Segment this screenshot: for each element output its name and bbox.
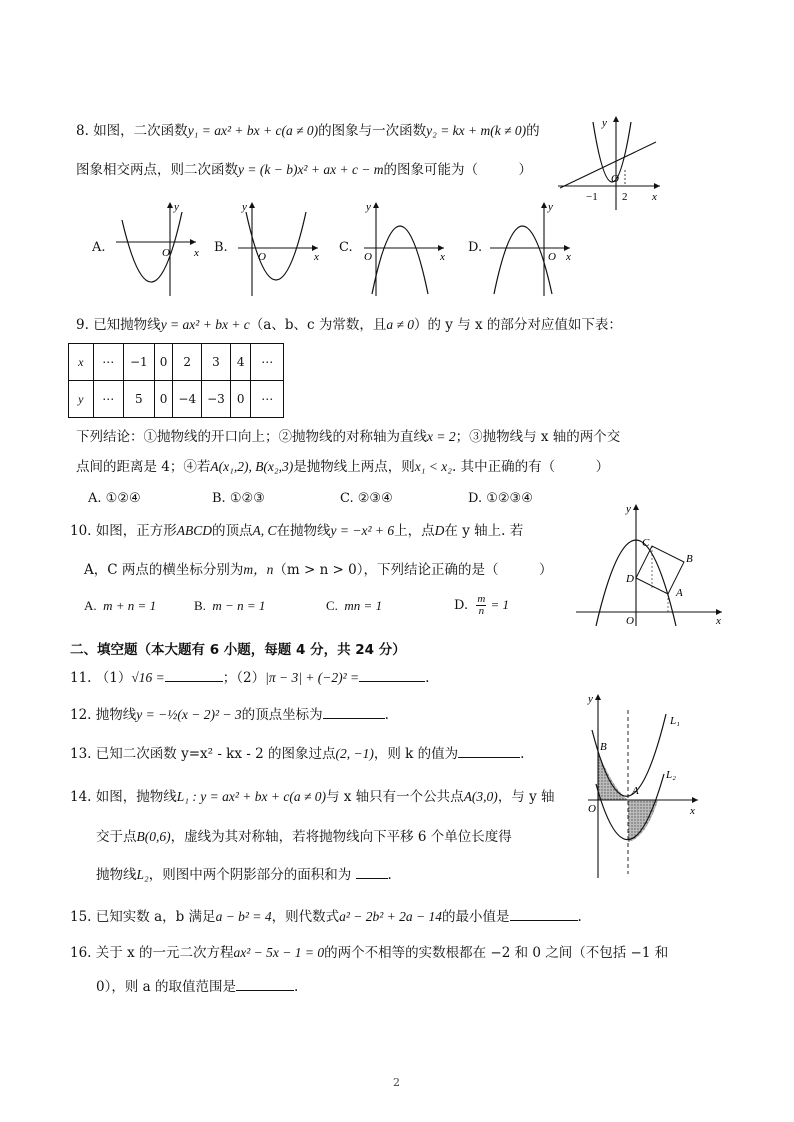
q16-text: 关于 x 的一元二次方程 xyxy=(95,945,234,961)
table-cell: 3 xyxy=(202,344,231,381)
q13 xyxy=(70,745,524,763)
q14-text: 交于点 xyxy=(96,829,137,845)
q9-text: . 其中正确的有（ ） xyxy=(451,459,610,475)
q16-formula: ax² − 5x − 1 = 0 xyxy=(233,945,325,960)
q14-number: 14. xyxy=(70,789,92,805)
q15-text: 的最小值是 xyxy=(442,909,510,925)
q9-number: 9. xyxy=(76,317,89,333)
q8-text: 图象相交两点，则二次函数 xyxy=(76,162,238,178)
q14-line1 xyxy=(70,788,555,806)
q9-text: （a、b、c 为常数，且 xyxy=(249,317,387,333)
q10-formula: y = −x² + 6 xyxy=(330,523,395,538)
option-label: D. xyxy=(468,491,483,506)
option-text: mn = 1 xyxy=(344,598,383,613)
option-text: m + n = 1 xyxy=(103,598,157,613)
fraction-denominator: n xyxy=(478,605,485,617)
q10-text: ，下列结论正确的是（ ） xyxy=(363,562,553,578)
table-cell: −4 xyxy=(173,381,202,418)
q10-text: 上，点 xyxy=(394,523,435,539)
q8b-x: x xyxy=(314,251,319,263)
q10-mn: m，n xyxy=(243,562,274,577)
q8-option-a-label[interactable]: A. xyxy=(92,240,106,255)
q16-answer-blank[interactable] xyxy=(236,978,294,991)
q15-text: ，则代数式 xyxy=(271,909,340,925)
q8-formula-y: y = (k − b)x² + ax + c − m xyxy=(238,162,384,177)
q10-graph-b: B xyxy=(686,553,693,565)
q14-graph-y-label: y xyxy=(588,693,593,705)
q8b-origin: O xyxy=(258,251,266,263)
q8-graph-neg1: −1 xyxy=(586,191,598,203)
option-label: D. xyxy=(454,598,469,613)
q15-text: 已知实数 a，b 满足 xyxy=(95,909,216,925)
q13-point: (2, −1) xyxy=(335,746,374,761)
q10-cond: （m > n > 0） xyxy=(273,562,364,578)
q9-points: A(x₁,2), B(x₂,3) xyxy=(210,459,294,474)
q14-point-b: B(0,6) xyxy=(136,829,171,844)
table-cell: 0 xyxy=(230,381,251,418)
q8-formula-y2: y₂ = kx + m(k ≠ 0) xyxy=(426,123,527,138)
q14-graph-l1: L₁ xyxy=(670,715,680,727)
q12-text: 抛物线 xyxy=(95,707,137,723)
q15 xyxy=(70,908,582,926)
q10-square: ABCD xyxy=(176,523,213,538)
q15-end: . xyxy=(577,909,582,925)
q15-expr: a² − 2b² + 2a − 14 xyxy=(339,909,443,924)
option-label: A. xyxy=(88,491,102,506)
option-label: C. xyxy=(340,491,354,506)
q16-text: 的两个不相等的实数根都在 −2 和 0 之间（不包括 −1 和 xyxy=(324,945,669,961)
q16-end: . xyxy=(293,979,299,995)
section-2-title: 二、填空题（本大题有 6 小题，每题 4 分，共 24 分） xyxy=(70,642,406,658)
q8-graph-y-label: y xyxy=(602,117,607,129)
fraction xyxy=(476,594,486,617)
fraction-numerator: m xyxy=(477,593,486,605)
q15-number: 15. xyxy=(70,909,92,925)
q12 xyxy=(70,706,389,724)
q9-ineq: x₁ < x₂ xyxy=(414,459,452,474)
q9-option-d[interactable] xyxy=(468,491,533,506)
q8-option-c-graph[interactable] xyxy=(360,198,452,298)
option-text: = 1 xyxy=(490,597,510,612)
q10-option-d[interactable] xyxy=(454,594,509,617)
q12-answer-blank[interactable] xyxy=(323,706,385,719)
q8a-x: x xyxy=(194,247,199,259)
q9-text: 是抛物线上两点，则 xyxy=(293,459,415,475)
q13-number: 13. xyxy=(70,746,92,762)
q14-graph-origin: O xyxy=(588,803,596,815)
q9-conclusions-line2 xyxy=(76,458,609,476)
option-label: A. xyxy=(84,598,97,613)
q14-l2: L₂ xyxy=(136,867,149,882)
q8-option-d-graph[interactable] xyxy=(486,198,578,298)
q11-expr2: |π − 3| + (−2)² = xyxy=(265,670,360,685)
q9-conclusions-line1 xyxy=(76,428,620,446)
table-cell: ⋯ xyxy=(93,344,124,381)
q8-option-d-label[interactable]: D. xyxy=(468,240,483,255)
q8-line2 xyxy=(76,161,532,179)
q16-text: 0），则 a 的取值范围是 xyxy=(96,979,236,995)
q8-option-a-graph[interactable] xyxy=(112,198,204,298)
q14-point-a: A(3,0) xyxy=(463,789,498,804)
q12-text: 的顶点坐标为 xyxy=(241,707,323,723)
q14-text: 如图，抛物线 xyxy=(95,789,177,805)
q8a-y: y xyxy=(174,201,179,213)
q8b-y: y xyxy=(242,201,247,213)
q8-text: 的图象与一次函数 xyxy=(318,123,427,139)
q9-option-a[interactable] xyxy=(88,491,141,506)
q8-graph-two: 2 xyxy=(622,191,628,203)
q14-text: ，虚线为其对称轴，若将抛物线向下平移 6 个单位长度得 xyxy=(170,829,512,845)
table-cell: 4 xyxy=(230,344,251,381)
table-cell: ⋯ xyxy=(251,344,284,381)
table-cell: 0 xyxy=(154,381,173,418)
q10-text: 在抛物线 xyxy=(276,523,331,539)
q10-text: 在 y 轴上. 若 xyxy=(444,523,524,539)
q11-end: . xyxy=(425,670,430,686)
q8c-x: x xyxy=(440,251,445,263)
q14-text: ，与 y 轴 xyxy=(497,789,555,805)
q16-line2 xyxy=(96,978,298,996)
q8-text: 的图象可能为（ ） xyxy=(383,162,533,178)
q14-line2 xyxy=(96,828,512,846)
q13-text: ，则 k 的值为 xyxy=(373,746,459,762)
q9-cond: a ≠ 0 xyxy=(386,317,415,332)
table-cell: −1 xyxy=(124,344,155,381)
q10-text: A，C 两点的横坐标分别为 xyxy=(84,562,244,578)
option-text: ①②③④ xyxy=(486,491,533,506)
q9-text: 点间的距离是 4；④若 xyxy=(76,459,211,475)
q8-line1 xyxy=(76,122,540,140)
q10-graph xyxy=(572,500,728,628)
q14-graph-l2: L₂ xyxy=(666,769,676,781)
page-number: 2 xyxy=(393,1076,400,1089)
q8d-origin: O xyxy=(548,251,556,263)
q10-line1 xyxy=(70,522,523,540)
q11-answer-blank-1[interactable] xyxy=(165,669,223,682)
q10-graph-c: C xyxy=(642,537,650,549)
q15-answer-blank[interactable] xyxy=(510,908,578,921)
q14-formula: L₁ : y = ax² + bx + c(a ≠ 0) xyxy=(176,789,326,804)
option-text: m − n = 1 xyxy=(212,598,266,613)
table-cell: 0 xyxy=(154,344,173,381)
q10-pt-d: D xyxy=(434,523,445,538)
q10-graph-x-label: x xyxy=(716,615,721,627)
q11-separator: ；（2） xyxy=(222,670,266,686)
q16-line1 xyxy=(70,944,668,962)
table-cell: 2 xyxy=(173,344,202,381)
q8-option-b-label[interactable]: B. xyxy=(214,240,228,255)
q13-text: 已知二次函数 y=x² - kx - 2 的图象过点 xyxy=(95,746,336,762)
q11 xyxy=(70,669,429,687)
q9-text: ）的 y 与 x 的部分对应值如下表： xyxy=(414,317,622,333)
q12-number: 12. xyxy=(70,707,92,723)
q9-option-c[interactable] xyxy=(340,491,393,506)
table-cell: x xyxy=(69,344,94,381)
q14-graph-a: A xyxy=(632,785,639,797)
q10-graph-origin: O xyxy=(626,615,634,627)
table-cell: −3 xyxy=(202,381,231,418)
q13-end: . xyxy=(520,746,525,762)
q14-graph-b: B xyxy=(600,741,607,753)
q8d-y: y xyxy=(548,201,553,213)
q9-value-table xyxy=(68,343,284,418)
q10-graph-d: D xyxy=(626,573,634,585)
q9-text: 已知抛物线 xyxy=(93,317,161,333)
q10-text: 的顶点 xyxy=(212,523,253,539)
table-cell: 5 xyxy=(124,381,155,418)
q10-line2 xyxy=(84,561,553,579)
q9-formula: y = ax² + bx + c xyxy=(160,317,250,332)
q10-graph-y-label: y xyxy=(626,503,631,515)
option-label: C. xyxy=(326,598,338,613)
q10-option-c[interactable] xyxy=(326,598,382,614)
option-text: ①②③ xyxy=(229,491,265,506)
q8-graph-x-label: x xyxy=(652,191,657,203)
q11-number: 11. xyxy=(70,670,92,686)
option-label: B. xyxy=(194,598,206,613)
option-text: ②③④ xyxy=(357,491,393,506)
q14-graph xyxy=(586,690,710,880)
q8c-origin: O xyxy=(364,251,372,263)
q8c-y: y xyxy=(366,201,371,213)
q9-table-row-y xyxy=(69,381,284,418)
q8-text: 的 xyxy=(526,123,540,139)
table-cell: ⋯ xyxy=(251,381,284,418)
q11-expr1: √16 = xyxy=(131,670,165,685)
q8-number: 8. xyxy=(76,123,89,139)
q9-text: 下列结论：①抛物线的开口向上；②抛物线的对称轴为直线 xyxy=(76,429,427,445)
q14-text: 与 x 轴只有一个公共点 xyxy=(325,789,464,805)
q13-answer-blank[interactable] xyxy=(458,745,520,758)
option-label: B. xyxy=(212,491,226,506)
q8-option-b-graph[interactable] xyxy=(234,198,326,298)
table-cell: y xyxy=(69,381,94,418)
table-cell: ⋯ xyxy=(93,381,124,418)
q14-answer-blank[interactable] xyxy=(356,866,388,879)
q12-end: . xyxy=(384,707,389,723)
q14-text: 抛物线 xyxy=(96,867,137,883)
q8-graph-origin: O xyxy=(611,173,619,185)
q12-formula: y = −½(x − 2)² − 3 xyxy=(136,707,242,722)
q8-option-c-label[interactable]: C. xyxy=(339,240,353,255)
q10-number: 10. xyxy=(70,523,92,539)
q10-pts: A, C xyxy=(252,523,277,538)
q10-text: 如图，正方形 xyxy=(95,523,177,539)
q9-text: ；③抛物线与 x 轴的两个交 xyxy=(455,429,621,445)
q10-option-b[interactable] xyxy=(194,598,265,614)
q14-text: ，则图中两个阴影部分的面积和为 xyxy=(148,867,352,883)
q15-cond: a − b² = 4 xyxy=(215,909,272,924)
q8-formula-y1: y₁ = ax² + bx + c(a ≠ 0) xyxy=(187,123,319,138)
q14-graph-x-label: x xyxy=(690,805,695,817)
q16-number: 16. xyxy=(70,945,92,961)
q9-option-b[interactable] xyxy=(212,491,265,506)
q8d-x: x xyxy=(566,251,571,263)
q9-table-row-x xyxy=(69,344,284,381)
q14-end: . xyxy=(387,867,392,883)
q14-line3 xyxy=(96,866,392,884)
q9-axis: x = 2 xyxy=(427,429,456,444)
q11-part1-label: （1） xyxy=(95,670,132,686)
option-text: ①②④ xyxy=(105,491,141,506)
q10-graph-a: A xyxy=(676,587,683,599)
q8-text: 如图，二次函数 xyxy=(93,123,188,139)
q11-answer-blank-2[interactable] xyxy=(359,669,425,682)
q10-option-a[interactable] xyxy=(84,598,156,614)
q8a-origin: O xyxy=(162,247,170,259)
q9-stem xyxy=(76,316,622,334)
